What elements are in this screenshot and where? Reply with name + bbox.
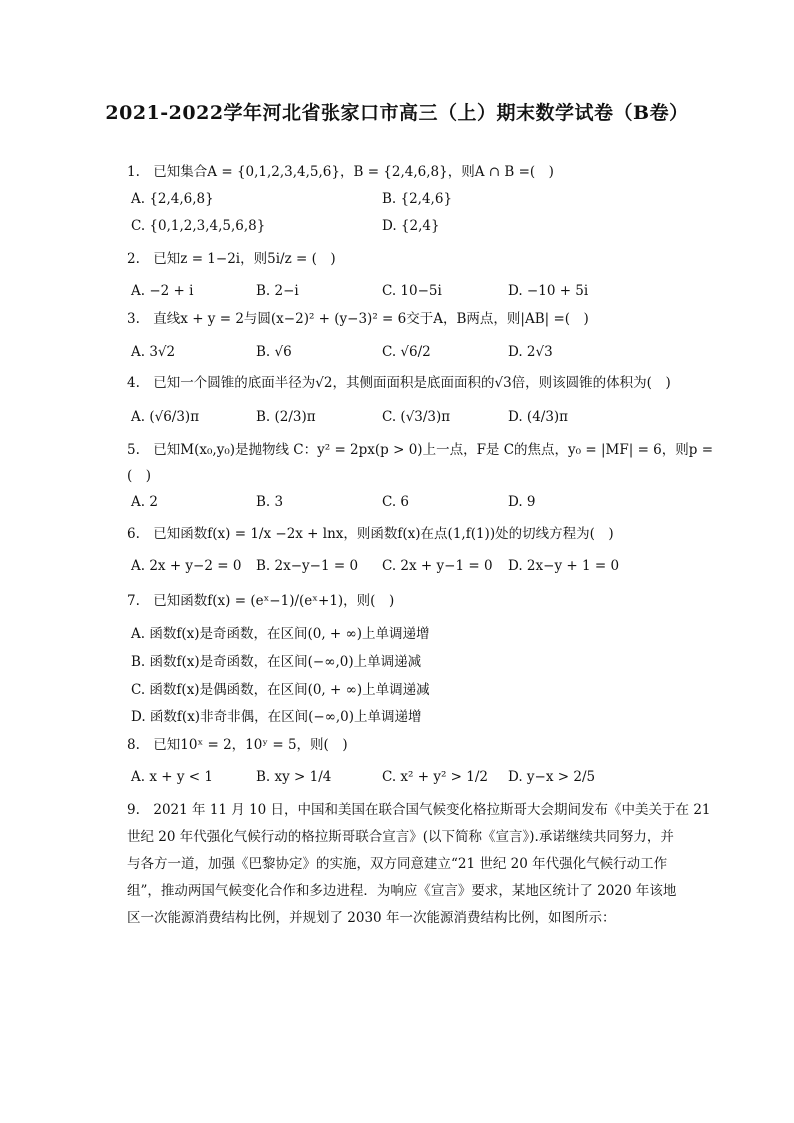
question-9-line-2: 世纪 20 年代强化气候行动的格拉斯哥联合宣言》(以下简称《宣言》).承诺继续共同努力，并 (127, 829, 674, 845)
option-a: A. 函数f(x)是奇函数，在区间(0, + ∞)上单调递增 (131, 626, 430, 642)
option-a: A. 2 (131, 494, 158, 510)
question-stem: 已知一个圆锥的底面半径为√2，其侧面面积是底面面积的√3倍，则该圆锥的体积为( ) (153, 375, 671, 391)
option-c: C. √6/2 (382, 344, 431, 360)
option-b: B. √6 (256, 344, 292, 360)
question-number: 2. (127, 251, 140, 267)
question-9-line-3: 与各方一道，加强《巴黎协定》的实施，双方同意建立“21 世纪 20 年代强化气候行动工作 (127, 856, 668, 872)
question-stem-continued: ( ) (127, 468, 152, 484)
question-2 (127, 249, 336, 269)
option-d: D. (4/3)π (508, 409, 569, 425)
question-stem: 已知函数f(x) = (eˣ−1)/(eˣ+1)，则( ) (153, 593, 395, 609)
option-b: B. {2,4,6} (382, 191, 453, 207)
option-d: D. 2√3 (508, 344, 553, 360)
option-b: B. 函数f(x)是奇函数，在区间(−∞,0)上单调递减 (131, 654, 422, 670)
question-number: 5. (127, 442, 140, 458)
option-a: A. −2 + i (131, 283, 194, 299)
option-c: C. x² + y² > 1/2 (382, 769, 489, 785)
question-stem: 已知函数f(x) = 1/x −2x + lnx，则函数f(x)在点(1,f(1))处的切线方程为( ) (153, 526, 614, 542)
option-c: C. 2x + y−1 = 0 (382, 558, 493, 574)
question-9-line-5: 区一次能源消费结构比例，并规划了 2030 年一次能源消费结构比例，如图所示： (127, 910, 616, 926)
option-a: A. (√6/3)π (131, 409, 200, 425)
question-6 (127, 524, 614, 544)
question-9-line-4: 组”，推动两国气候变化合作和多边进程．为响应《宣言》要求，某地区统计了 2020 年该地 (127, 883, 677, 899)
question-number: 6. (127, 526, 140, 542)
option-b: B. 2x−y−1 = 0 (256, 558, 359, 574)
option-c: C. 10−5i (382, 283, 442, 299)
option-a: A. {2,4,6,8} (131, 191, 214, 207)
option-a: A. 3√2 (131, 344, 176, 360)
question-stem: 已知集合A = {0,1,2,3,4,5,6}，B = {2,4,6,8}，则A ∩ B =( ) (153, 164, 554, 180)
option-c: C. {0,1,2,3,4,5,6,8} (131, 218, 266, 234)
option-c: C. 函数f(x)是偶函数，在区间(0, + ∞)上单调递减 (131, 682, 430, 698)
question-number: 3. (127, 311, 140, 327)
option-d: D. 2x−y + 1 = 0 (508, 558, 620, 574)
option-d: D. −10 + 5i (508, 283, 589, 299)
option-c: C. 6 (382, 494, 410, 510)
option-b: B. 2−i (256, 283, 299, 299)
option-a: A. x + y < 1 (131, 769, 213, 785)
page-title: 2021-2022学年河北省张家口市高三（上）期末数学试卷（B卷） (105, 102, 689, 124)
question-8 (127, 735, 348, 755)
question-5 (127, 440, 713, 460)
option-b: B. 3 (256, 494, 284, 510)
option-b: B. xy > 1/4 (256, 769, 332, 785)
question-3 (127, 309, 589, 329)
question-stem: 直线x + y = 2与圆(x−2)² + (y−3)² = 6交于A，B两点，则|AB| =( ) (153, 311, 589, 327)
option-d: D. 9 (508, 494, 536, 510)
option-d: D. y−x > 2/5 (508, 769, 596, 785)
question-stem: 已知10ˣ = 2，10ʸ = 5，则( ) (153, 737, 348, 753)
question-4 (127, 373, 671, 393)
option-a: A. 2x + y−2 = 0 (131, 558, 242, 574)
question-number: 7. (127, 593, 140, 609)
option-d: D. 函数f(x)非奇非偶，在区间(−∞,0)上单调递增 (131, 709, 422, 725)
option-b: B. (2/3)π (256, 409, 316, 425)
question-stem: 已知M(x₀,y₀)是抛物线 C：y² = 2px(p > 0)上一点，F是 C的焦点，y₀ = |MF| = 6，则p = (153, 442, 713, 458)
question-stem: 已知z = 1−2i，则5i/z = ( ) (153, 251, 336, 267)
question-7 (127, 591, 394, 611)
question-1 (127, 162, 554, 182)
question-9-line-1: 9. 2021 年 11 月 10 日，中国和美国在联合国气候变化格拉斯哥大会期间发布《中美关于在 21 (127, 802, 711, 818)
question-number: 8. (127, 737, 140, 753)
question-number: 1. (127, 164, 140, 180)
question-number: 4. (127, 375, 140, 391)
option-c: C. (√3/3)π (382, 409, 451, 425)
option-d: D. {2,4} (382, 218, 440, 234)
